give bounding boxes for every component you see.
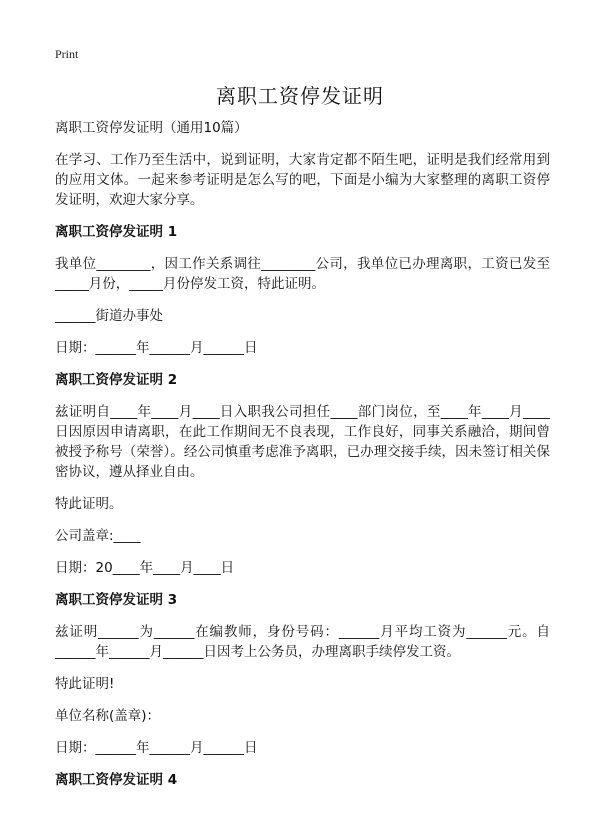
section-2-date: 日期：20____年____月____日 (55, 560, 235, 576)
section-3-heading: 离职工资停发证明 3 (55, 592, 178, 608)
section-4-heading: 离职工资停发证明 4 (55, 772, 178, 788)
section-2-closing: 特此证明。 (55, 496, 123, 512)
section-2-heading: 离职工资停发证明 2 (55, 372, 178, 388)
section-1-body: 我单位________，因工作关系调往________公司，我单位已办理离职，工资已发至_____月份，_____月份停发工资，特此证明。 (55, 256, 550, 292)
section-1-heading: 离职工资停发证明 1 (55, 224, 178, 240)
document-body (55, 118, 550, 802)
intro-paragraph: 在学习、工作乃至生活中，说到证明，大家肯定都不陌生吧，证明是我们经常用到的应用文体。一起来参考证明是怎么写的吧，下面是小编为大家整理的离职工资停发证明，欢迎大家分享。 (55, 152, 550, 208)
page-title: 离职工资停发证明 (216, 84, 384, 108)
section-3-date: 日期：______年______月______日 (55, 740, 258, 756)
document-subtitle: 离职工资停发证明（通用10篇） (55, 120, 248, 136)
section-2-seal: 公司盖章:____ (55, 528, 141, 544)
section-2-body: 兹证明自____年____月____日入职我公司担任____部门岗位，至____年____月____日因原因申请离职，在此工作期间无不良表现，工作良好，同事关系融洽，期间曾被授予称号（荣誉）。经公司慎重考虑准予离职，已办理交接手续，因未签订相关保密协议，遵从择业自由。 (55, 404, 550, 480)
section-1-signature: ______街道办事处 (55, 308, 163, 324)
section-3-seal: 单位名称(盖章)： (55, 708, 161, 724)
section-1-date: 日期：______年______月______日 (55, 340, 258, 356)
print-link[interactable]: Print (55, 47, 79, 61)
section-3-body: 兹证明______为______在编教师，身份号码：______月平均工资为______元。自______年______月______日因考上公务员，办理离职手续停发工资。 (55, 624, 550, 660)
section-3-closing: 特此证明! (55, 676, 115, 692)
